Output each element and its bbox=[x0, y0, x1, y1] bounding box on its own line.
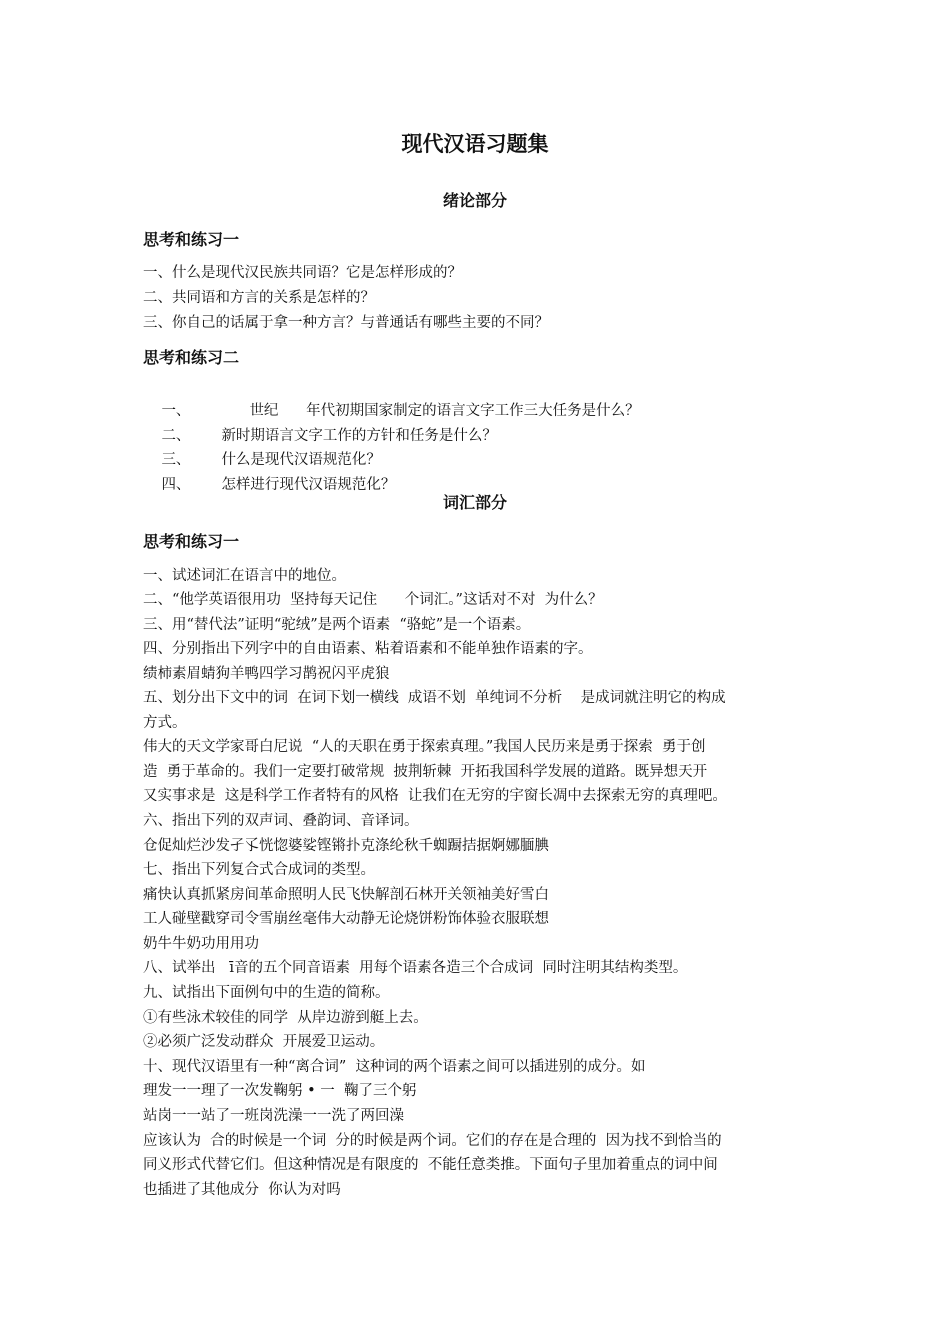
text-line: 十、现代汉语里有一种“离合词” 这种词的两个语素之间可以插进别的成分。如 bbox=[143, 1059, 646, 1075]
text-line: 八、试举出 ī音的五个同音语素 用每个语素各造三个合成词 同时注明其结构类型。 bbox=[143, 960, 688, 976]
text-line: ①有些泳术较佳的同学 从岸边游到艇上去。 bbox=[143, 1010, 428, 1026]
text-line: 伟大的天文学家哥白尼说 “人的天职在勇于探索真理。”我国人民历来是勇于探索 勇于创 bbox=[143, 739, 706, 755]
text-line: 也插进了其他成分 你认为对吗 bbox=[143, 1182, 341, 1198]
text-line: 绩柿素眉蜻狗羊鸭四学习鹊祝闪平虎狼 bbox=[143, 666, 390, 682]
text-line: 三、用“替代法”证明“驼绒”是两个语素 “骆蛇”是一个语素。 bbox=[143, 617, 531, 633]
text-line: 七、指出下列复合式合成词的类型。 bbox=[143, 862, 375, 878]
text-line: 四、分别指出下列字中的自由语素、粘着语素和不能单独作语素的字。 bbox=[143, 641, 593, 657]
text-line: 二、“他学英语很用功 坚持每天记住 个词汇。”这话对不对 为什么？ bbox=[143, 592, 603, 608]
question-number: 二、 bbox=[161, 428, 191, 444]
question-text: 世纪 年代初期国家制定的语言文字工作三大任务是什么？ bbox=[249, 403, 640, 419]
text-line: 同义形式代替它们。但这种情况是有限度的 不能任意类推。下面句子里加着重点的词中间 bbox=[143, 1157, 718, 1173]
text-line: 又实事求是 这是科学工作者特有的风格 让我们在无穷的宇窗长凋中去探索无穷的真理吧。 bbox=[143, 788, 727, 804]
exercise-heading-intro-2: 思考和练习二 bbox=[143, 348, 240, 367]
question-line: 一、什么是现代汉民族共同语？它是怎样形成的？ bbox=[143, 265, 462, 281]
text-line: 站岗一一站了一班岗洗澡一一洗了两回澡 bbox=[143, 1108, 404, 1124]
text-line: 六、指出下列的双声词、叠韵词、音译词。 bbox=[143, 813, 419, 829]
question-line: 三、你自己的话属于拿一种方言？与普通话有哪些主要的不同？ bbox=[143, 315, 549, 331]
text-line: ②必须广泛发动群众 开展爱卫运动。 bbox=[143, 1034, 385, 1050]
text-line: 一、试述词汇在语言中的地位。 bbox=[143, 568, 346, 584]
question-number: 一、 bbox=[161, 403, 191, 419]
text-line: 五、划分出下文中的词 在词下划一横线 成语不划 单纯词不分析 是成词就注明它的构成 bbox=[143, 690, 726, 706]
question-number: 三、 bbox=[161, 452, 191, 468]
question-text: 怎样进行现代汉语规范化？ bbox=[221, 477, 396, 493]
text-line: 理发一一理了一次发鞠躬 • 一 鞠了三个躬 bbox=[143, 1083, 417, 1099]
text-line: 奶牛牛奶功用用功 bbox=[143, 936, 259, 952]
question-text: 新时期语言文字工作的方针和任务是什么？ bbox=[221, 428, 497, 444]
section-title-vocab: 词汇部分 bbox=[442, 493, 507, 512]
text-line: 痛快认真抓紧房间革命照明人民飞快解剖石林开关领袖美好雪白 bbox=[143, 887, 549, 903]
question-line: 二、共同语和方言的关系是怎样的？ bbox=[143, 290, 375, 306]
text-line: 造 勇于革命的。我们一定要打破常规 披荆斩棘 开拓我国科学发展的道路。既异想天开 bbox=[143, 764, 708, 780]
document-title: 现代汉语习题集 bbox=[401, 132, 549, 156]
exercise-heading-vocab-1: 思考和练习一 bbox=[143, 532, 240, 551]
text-line: 仓促灿烂沙发孑孓恍惚婆娑铿锵扑克涤纶秋千蜘蹰拮据婀娜腼腆 bbox=[143, 838, 549, 854]
text-line: 应该认为 合的时候是一个词 分的时候是两个词。它们的存在是合理的 因为找不到恰当的 bbox=[143, 1133, 722, 1149]
exercise-heading-intro-1: 思考和练习一 bbox=[143, 230, 240, 249]
section-title-intro: 绪论部分 bbox=[442, 191, 507, 210]
text-line: 九、试指出下面例句中的生造的简称。 bbox=[143, 985, 390, 1001]
question-text: 什么是现代汉语规范化？ bbox=[221, 452, 381, 468]
question-number: 四、 bbox=[161, 477, 191, 493]
text-line: 方式。 bbox=[143, 715, 187, 731]
text-line: 工人碰壁戳穿司令雪崩丝毫伟大动静无论烧饼粉饰体验衣服联想 bbox=[143, 911, 549, 927]
